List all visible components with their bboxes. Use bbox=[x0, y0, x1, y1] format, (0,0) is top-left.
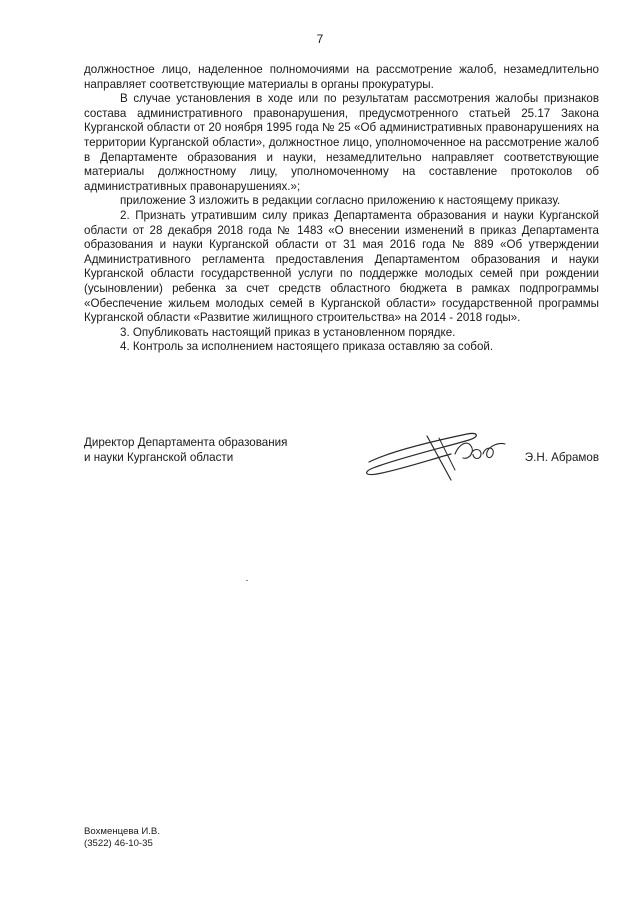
paragraph-item-3: 3. Опубликовать настоящий приказ в установленном порядке. bbox=[120, 325, 456, 339]
document-body bbox=[84, 63, 599, 355]
scan-speck bbox=[246, 580, 248, 581]
paragraph-item-4: 4. Контроль за исполнением настоящего приказа оставляю за собой. bbox=[120, 340, 494, 354]
signer-position-line-1: Директор Департамента образования bbox=[84, 436, 288, 449]
executor-phone: (3522) 46-10-35 bbox=[84, 838, 153, 849]
paragraph-complaint-violation: В случае установления в ходе или по результатам рассмотрения жалобы признаков состава административного правонарушения, предусмотренного статьей 25.17 Закона Курганской области от 20 ноября 1995 года № 25 «Об административных правонарушениях на территории Курганской области», должностное лицо, уполномоченное на рассмотрение жалоб в Департаменте образования и науки, незамедлительно направляет соответствующие материалы должностному лицу, уполномоченному на составление протоколов об административных правонарушениях.»; bbox=[84, 92, 599, 193]
executor-footer bbox=[84, 826, 160, 850]
signer-position bbox=[84, 436, 287, 465]
paragraph-item-2: 2. Признать утратившим силу приказ Департамента образования и науки Курганской области от 28 декабря 2018 года № 1483 «О внесении изменений в приказ Департамента образования и науки Курганской области от 31 мая 2016 года № 889 «Об утверждении Административного регламента предоставления Департаментом образования и науки Курганской области государственной услуги по поддержке молодых семей при рождении (усыновлении) ребенка за счет средств областного бюджета в рамках подпрограммы «Обеспечение жильем молодых семей в Курганской области» государственной программы Курганской области «Развитие жилищного строительства» на 2014 - 2018 годы». bbox=[84, 208, 599, 325]
signer-position-line-2: и науки Курганской области bbox=[84, 450, 234, 464]
executor-name: Вохменцева И.В. bbox=[84, 826, 160, 837]
paragraph-appendix-3: приложение 3 изложить в редакции согласно приложению к настоящему приказу. bbox=[120, 194, 561, 208]
signature-block bbox=[84, 436, 599, 496]
signer-name: Э.Н. Абрамов bbox=[524, 451, 599, 464]
paragraph-continuation: должностное лицо, наделенное полномочиями на рассмотрение жалоб, незамедлительно направляет соответствующие материалы в органы прокуратуры. bbox=[84, 63, 599, 91]
page-number: 7 bbox=[316, 32, 324, 46]
handwritten-signature bbox=[359, 424, 509, 486]
